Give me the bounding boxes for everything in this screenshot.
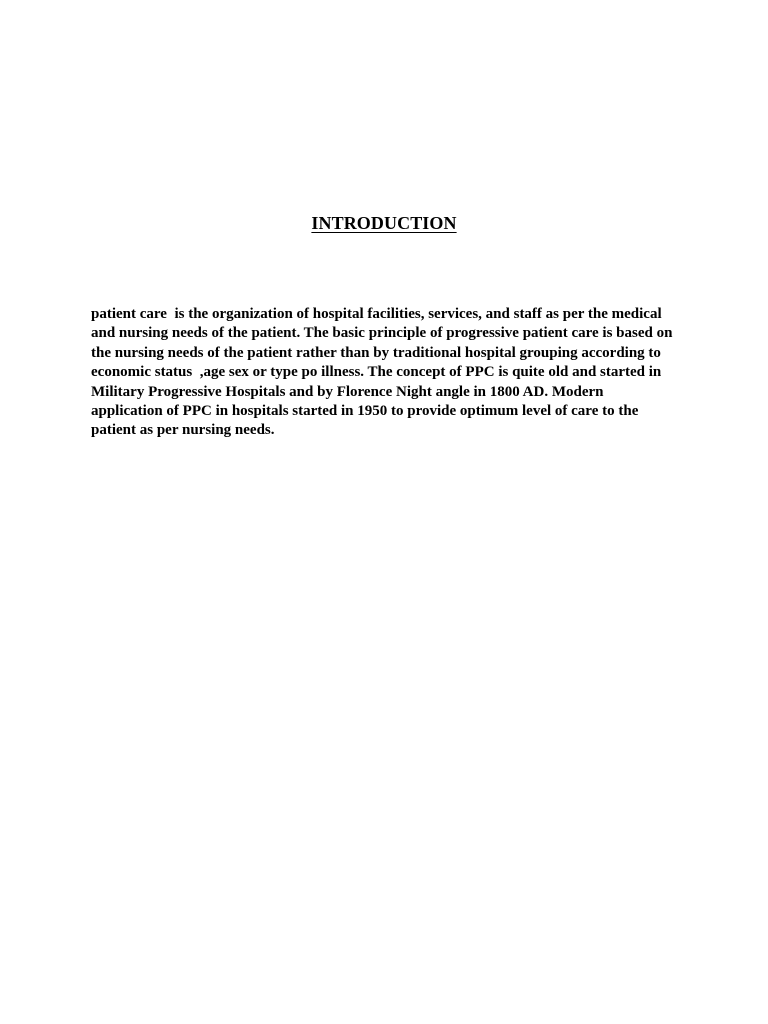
page-title: INTRODUCTION (311, 213, 457, 233)
paragraph-line: and nursing needs of the patient. The basic principle of progressive patient care is based on (91, 325, 673, 342)
paragraph-line: patient care is the organization of hospital facilities, services, and staff as per the medical (91, 306, 662, 322)
paragraph-line: application of PPC in hospitals started in 1950 to provide optimum level of care to the (91, 403, 639, 420)
paragraph-line: the nursing needs of the patient rather than by traditional hospital grouping according to (91, 344, 661, 361)
paragraph-line: Military Progressive Hospitals and by Florence Night angle in 1800 AD. Modern (91, 383, 604, 400)
paragraph-line: patient as per nursing needs. (91, 422, 275, 439)
introduction-paragraph (91, 305, 691, 441)
paragraph-line: economic status ,age sex or type po illness. The concept of PPC is quite old and started in (91, 364, 662, 381)
